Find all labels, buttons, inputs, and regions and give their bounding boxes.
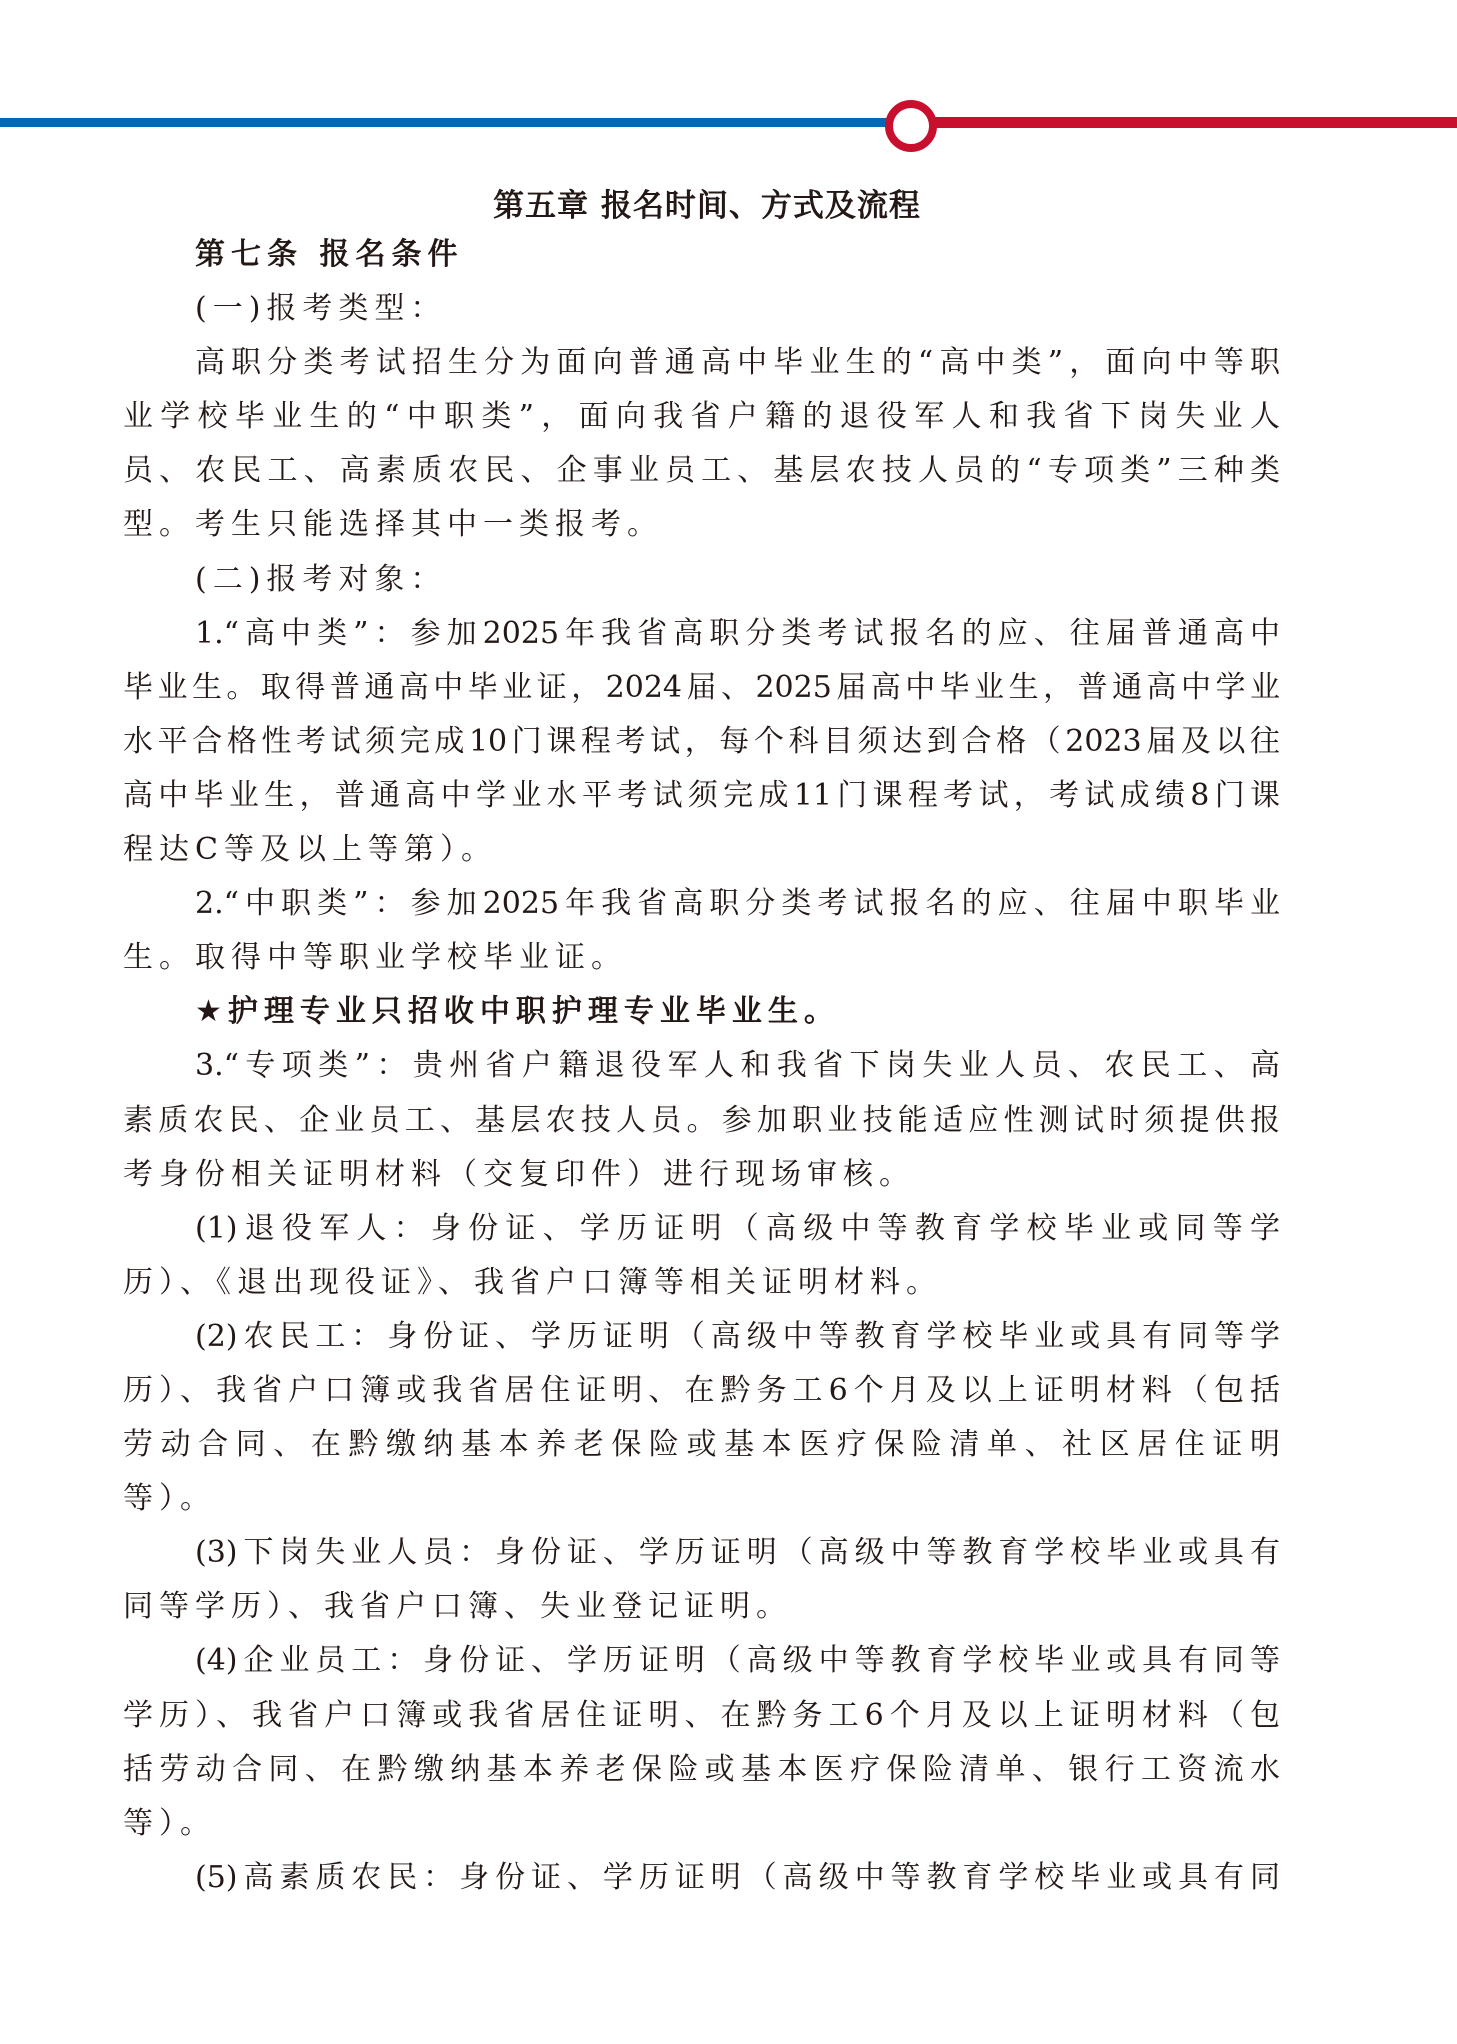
text-line: (5)高素质农民：身份证、学历证明（高级中等教育学校毕业或具有同: [195, 1859, 1280, 1895]
header-rule-red: [928, 117, 1457, 128]
text-line: 生。取得中等职业学校毕业证。: [123, 940, 627, 976]
text-line: (4)企业员工：身份证、学历证明（高级中等教育学校毕业或具有同等: [195, 1643, 1280, 1679]
text-line: 程达C等及以上等第）。: [123, 832, 497, 868]
text-line: 括劳动合同、在黔缴纳基本养老保险或基本医疗保险清单、银行工资流水: [123, 1751, 1280, 1787]
text-line: 高中毕业生，普通高中学业水平考试须完成11门课程考试，考试成绩8门课: [123, 777, 1280, 813]
header-ring-ornament: [885, 100, 937, 152]
text-line: 水平合格性考试须完成10门课程考试，每个科目须达到合格（2023届及以往: [123, 723, 1280, 759]
text-line: 2.“中职类”：参加2025年我省高职分类考试报名的应、往届中职毕业: [195, 886, 1280, 922]
header-rule-blue: [0, 118, 892, 127]
document-body: [123, 228, 1280, 1905]
text-line: 业学校毕业生的“中职类”，面向我省户籍的退役军人和我省下岗失业人: [123, 399, 1280, 435]
text-line: 3.“专项类”：贵州省户籍退役军人和我省下岗失业人员、农民工、高: [195, 1048, 1280, 1084]
text-line: (3)下岗失业人员：身份证、学历证明（高级中等教育学校毕业或具有: [195, 1535, 1280, 1571]
text-line: 同等学历）、我省户口簿、失业登记证明。: [123, 1589, 792, 1625]
chapter-title: 第五章 报名时间、方式及流程: [493, 188, 921, 224]
text-line: 考身份相关证明材料（交复印件）进行现场审核。: [123, 1156, 915, 1192]
text-line: 素质农民、企业员工、基层农技人员。参加职业技能适应性测试时须提供报: [123, 1102, 1280, 1138]
text-line: 等）。: [123, 1481, 216, 1517]
text-line: 高职分类考试招生分为面向普通高中毕业生的“高中类”，面向中等职: [195, 345, 1280, 381]
text-line: 历）、我省户口簿或我省居住证明、在黔务工6个月及以上证明材料（包括: [123, 1372, 1280, 1408]
text-line: 劳动合同、在黔缴纳基本养老保险或基本医疗保险清单、社区居住证明: [123, 1427, 1280, 1463]
text-line: (一)报考类型：: [195, 291, 447, 327]
text-line: (2)农民工：身份证、学历证明（高级中等教育学校毕业或具有同等学: [195, 1318, 1280, 1354]
text-line: (1)退役军人：身份证、学历证明（高级中等教育学校毕业或同等学: [195, 1210, 1280, 1246]
text-line: 1.“高中类”：参加2025年我省高职分类考试报名的应、往届普通高中: [195, 615, 1280, 651]
text-line: 学历）、我省户口簿或我省居住证明、在黔务工6个月及以上证明材料（包: [123, 1697, 1280, 1733]
text-line: 毕业生。取得普通高中毕业证，2024届、2025届高中毕业生，普通高中学业: [123, 669, 1280, 705]
text-line: 型。考生只能选择其中一类报考。: [123, 507, 663, 543]
text-line: 员、农民工、高素质农民、企事业员工、基层农技人员的“专项类”三种类: [123, 453, 1280, 489]
text-line: 等）。: [123, 1805, 216, 1841]
emphasis-line: 第七条 报名条件: [195, 237, 464, 272]
emphasis-line: ★护理专业只招收中职护理专业毕业生。: [195, 994, 840, 1030]
text-line: (二)报考对象：: [195, 561, 447, 597]
text-line: 历）、《退出现役证》、我省户口簿等相关证明材料。: [123, 1264, 942, 1300]
